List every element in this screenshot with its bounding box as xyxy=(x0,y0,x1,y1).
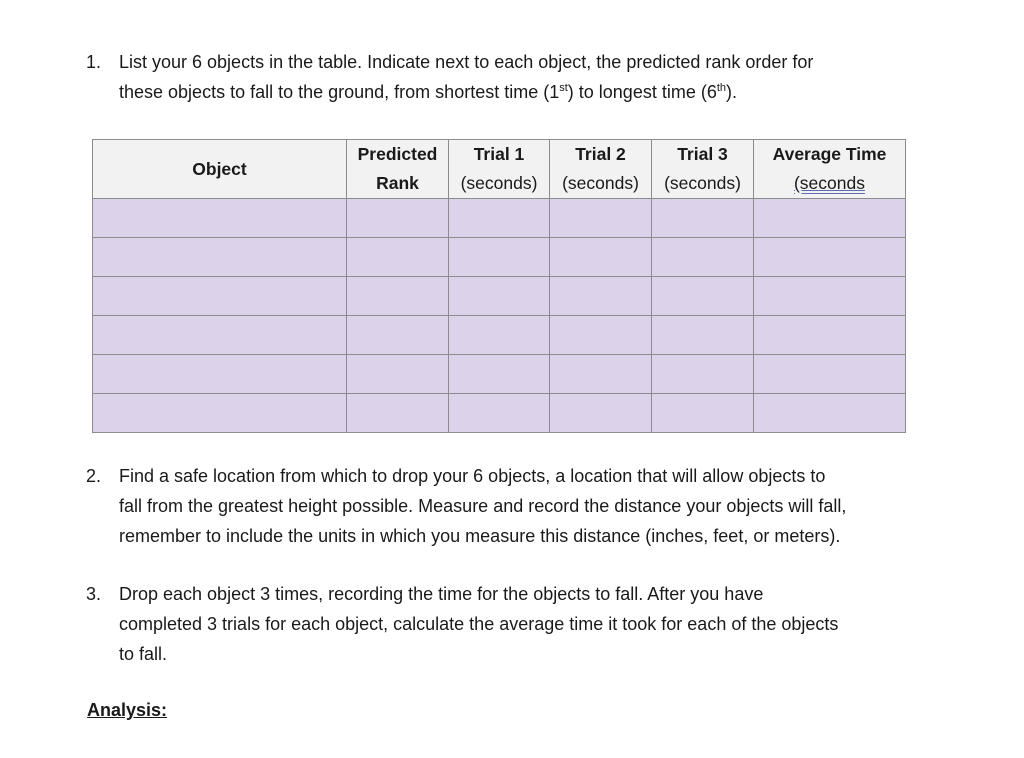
table-cell[interactable] xyxy=(652,199,754,238)
table-cell[interactable] xyxy=(550,199,652,238)
table-row xyxy=(93,238,906,277)
table-header-row xyxy=(93,140,906,199)
table-cell[interactable] xyxy=(93,199,347,238)
table-cell[interactable] xyxy=(93,355,347,394)
table-cell[interactable] xyxy=(652,238,754,277)
table-row xyxy=(93,316,906,355)
table-cell[interactable] xyxy=(449,277,550,316)
table-cell[interactable] xyxy=(652,316,754,355)
table-cell[interactable] xyxy=(754,316,906,355)
table-cell[interactable] xyxy=(449,199,550,238)
table-row xyxy=(93,277,906,316)
table-cell[interactable] xyxy=(347,355,449,394)
table-cell[interactable] xyxy=(652,355,754,394)
table-cell[interactable] xyxy=(754,277,906,316)
step-3-number: 3. xyxy=(86,584,102,604)
step-2-number: 2. xyxy=(86,466,102,486)
step-2-line-3: remember to include the units in which you measure this distance (inches, feet, or meters). xyxy=(119,526,841,546)
table-cell[interactable] xyxy=(93,277,347,316)
table-cell[interactable] xyxy=(550,277,652,316)
table-cell[interactable] xyxy=(449,394,550,433)
table-cell[interactable] xyxy=(754,394,906,433)
header-trial-2: Trial 2 (seconds) xyxy=(550,140,652,199)
step-2-line-1: Find a safe location from which to drop your 6 objects, a location that will allow objects to xyxy=(119,466,826,486)
analysis-heading: Analysis: xyxy=(87,700,168,720)
table-cell[interactable] xyxy=(93,316,347,355)
table-cell[interactable] xyxy=(652,277,754,316)
table-cell[interactable] xyxy=(754,199,906,238)
step-3 xyxy=(86,579,926,669)
header-trial-3: Trial 3 (seconds) xyxy=(652,140,754,199)
table-cell[interactable] xyxy=(449,355,550,394)
table-body xyxy=(93,199,906,433)
step-2-text xyxy=(119,461,926,551)
step-1-line-1: List your 6 objects in the table. Indicate next to each object, the predicted rank order for xyxy=(119,52,814,72)
table-cell[interactable] xyxy=(347,316,449,355)
table-cell[interactable] xyxy=(550,238,652,277)
data-table xyxy=(92,139,906,433)
table-cell[interactable] xyxy=(347,199,449,238)
step-3-text xyxy=(119,579,926,669)
step-1 xyxy=(86,47,926,107)
step-3-line-1: Drop each object 3 times, recording the time for the objects to fall. After you have xyxy=(119,584,764,604)
step-1-line-2: these objects to fall to the ground, from shortest time (1st) to longest time (6th). xyxy=(119,82,738,102)
table-cell[interactable] xyxy=(550,316,652,355)
header-trial-1: Trial 1 (seconds) xyxy=(449,140,550,199)
step-2 xyxy=(86,461,926,551)
table-row xyxy=(93,199,906,238)
table-cell[interactable] xyxy=(754,238,906,277)
table-row xyxy=(93,394,906,433)
table-cell[interactable] xyxy=(93,238,347,277)
step-2-line-2: fall from the greatest height possible. Measure and record the distance your objects will fall, xyxy=(119,496,847,516)
table-cell[interactable] xyxy=(93,394,347,433)
table-cell[interactable] xyxy=(652,394,754,433)
header-predicted-rank: Predicted Rank xyxy=(347,140,449,199)
step-3-line-3: to fall. xyxy=(119,644,168,664)
table-cell[interactable] xyxy=(347,394,449,433)
step-1-number: 1. xyxy=(86,52,102,72)
table-cell[interactable] xyxy=(347,238,449,277)
step-3-line-2: completed 3 trials for each object, calculate the average time it took for each of the objects xyxy=(119,614,839,634)
header-average-time: Average Time (seconds xyxy=(754,140,906,199)
table-cell[interactable] xyxy=(754,355,906,394)
table-cell[interactable] xyxy=(550,394,652,433)
table-cell[interactable] xyxy=(449,238,550,277)
header-object: Object xyxy=(93,140,347,199)
table-cell[interactable] xyxy=(449,316,550,355)
table-row xyxy=(93,355,906,394)
step-1-text xyxy=(119,47,926,107)
table-cell[interactable] xyxy=(550,355,652,394)
table-cell[interactable] xyxy=(347,277,449,316)
